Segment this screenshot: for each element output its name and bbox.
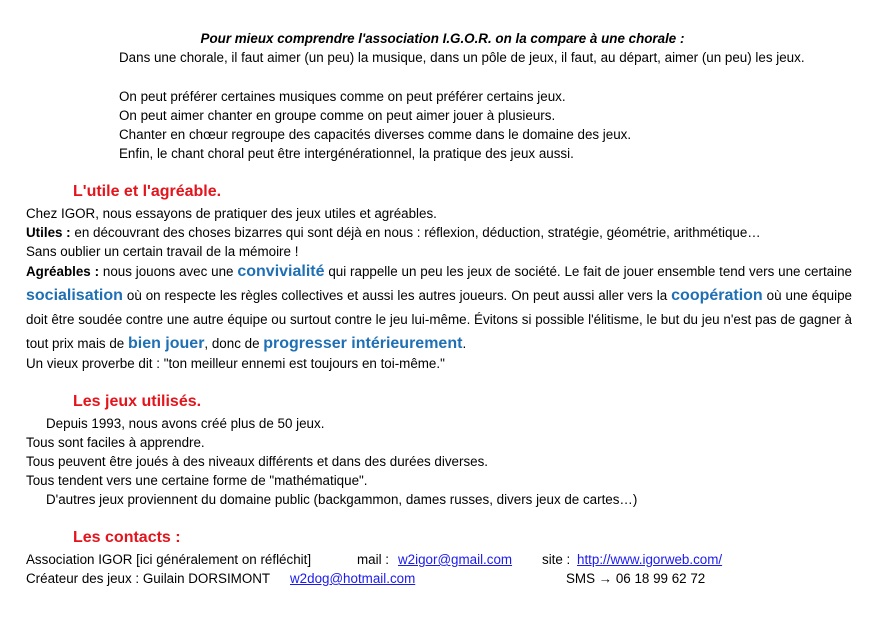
sms xyxy=(566,569,705,588)
utiles-label: Utiles : xyxy=(26,225,71,240)
jeux-line: Depuis 1993, nous avons créé plus de 50 jeux. xyxy=(46,416,325,431)
text: qui rappelle un peu les jeux de société. Le fait de jouer ensemble tend vers une certaine xyxy=(324,264,852,279)
jeux-line: Tous sont faciles à apprendre. xyxy=(26,435,205,450)
mail-link[interactable]: w2igor@gmail.com xyxy=(398,552,513,567)
intro-line: Chanter en chœur regroupe des capacités diverses comme dans le domaine des jeux. xyxy=(119,127,632,142)
jeux-line: D'autres jeux proviennent du domaine public (backgammon, dames russes, divers jeux de cartes…) xyxy=(46,492,638,507)
assoc-name: Association IGOR [ici généralement on réfléchit] xyxy=(26,552,312,567)
sms-number: 06 18 99 62 72 xyxy=(615,571,706,586)
text: . xyxy=(462,336,467,351)
text: , donc de xyxy=(204,336,264,351)
memory-line: Sans oublier un certain travail de la mémoire ! xyxy=(26,244,299,259)
sms-label: SMS → xyxy=(566,571,616,586)
site-link[interactable]: http://www.igorweb.com/ xyxy=(577,552,723,567)
text: où une équipe doit être soudée contre une autre équipe ou surtout contre le jeu lui-même. Évitons si possible l'élitisme, le but du jeu n'est pas de gagner à tout prix mais de xyxy=(26,288,852,351)
mail-label: mail : xyxy=(357,552,389,567)
agreables-paragraph xyxy=(26,260,852,356)
keyword-cooperation: coopération xyxy=(671,287,763,304)
text: nous jouons avec une xyxy=(99,264,238,279)
section-heading-jeux: Les jeux utilisés. xyxy=(73,393,202,410)
keyword-convivialite: convivialité xyxy=(237,263,325,280)
keyword-bien-jouer: bien jouer xyxy=(127,335,205,352)
utiles-line xyxy=(26,223,761,242)
intro-title: Pour mieux comprendre l'association I.G.O.R. on la compare à une chorale : xyxy=(200,31,685,46)
intro-line: Dans une chorale, il faut aimer (un peu) la musique, dans un pôle de jeux, il faut, au départ, aimer (un peu) les jeux. xyxy=(119,50,805,65)
jeux-line: Tous peuvent être joués à des niveaux différents et dans des durées diverses. xyxy=(26,454,489,469)
creator: Créateur des jeux : Guilain DORSIMONT xyxy=(26,571,271,586)
keyword-socialisation: socialisation xyxy=(26,287,123,304)
intro-line: Enfin, le chant choral peut être intergénérationnel, la pratique des jeux aussi. xyxy=(119,146,574,161)
utiles-text: en découvrant des choses bizarres qui sont déjà en nous : réflexion, déduction, stratégie, géométrie, arithmétique… xyxy=(70,225,761,240)
site-label: site : xyxy=(542,552,571,567)
jeux-line: Tous tendent vers une certaine forme de "mathématique". xyxy=(26,473,368,488)
proverb: Un vieux proverbe dit : "ton meilleur ennemi est toujours en toi-même." xyxy=(26,356,445,371)
text: où on respecte les règles collectives et aussi les autres joueurs. On peut aussi aller vers la xyxy=(122,288,672,303)
section-heading-utile: L'utile et l'agréable. xyxy=(73,183,222,200)
intro-line: On peut aimer chanter en groupe comme on peut aimer jouer à plusieurs. xyxy=(119,108,556,123)
keyword-progresser: progresser intérieurement xyxy=(263,335,463,352)
section-heading-contacts: Les contacts : xyxy=(73,529,181,546)
intro-line: On peut préférer certaines musiques comme on peut préférer certains jeux. xyxy=(119,89,566,104)
utile-intro: Chez IGOR, nous essayons de pratiquer des jeux utiles et agréables. xyxy=(26,206,437,221)
creator-mail-link[interactable]: w2dog@hotmail.com xyxy=(290,571,416,586)
agreables-label: Agréables : xyxy=(26,264,100,279)
